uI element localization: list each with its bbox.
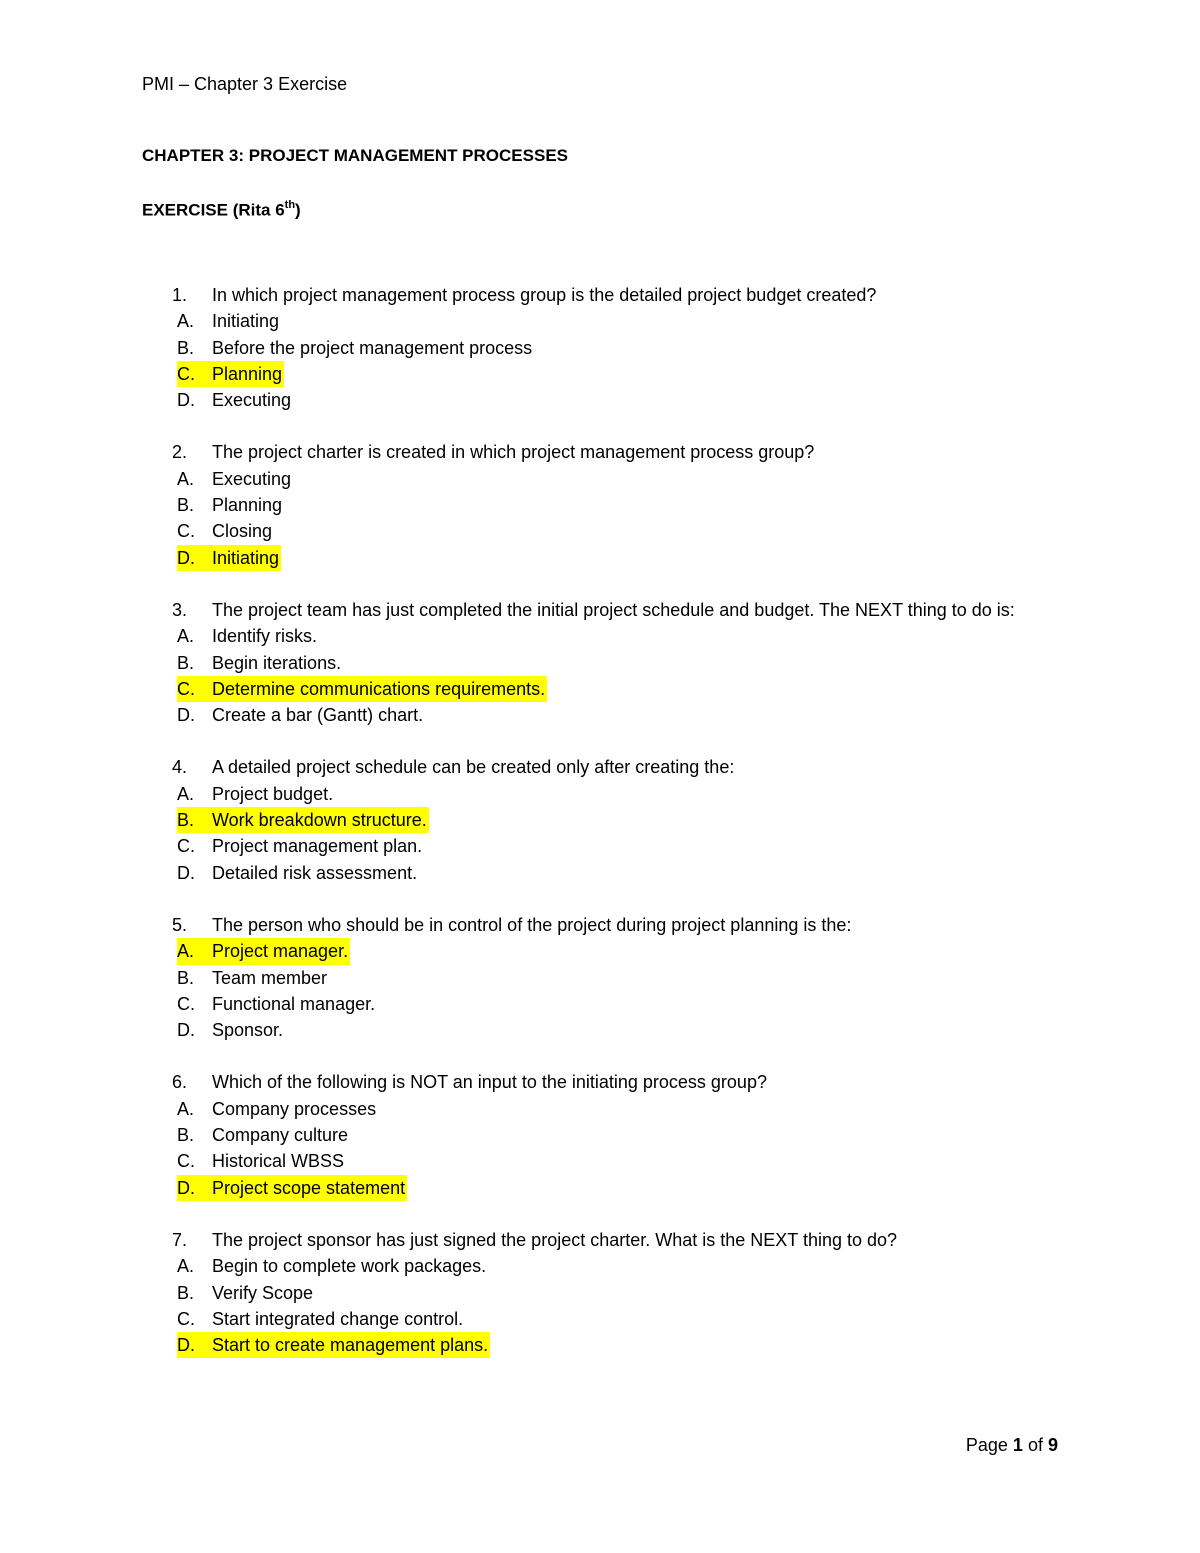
answer-option-correct — [0, 1175, 1200, 1201]
answer-option — [0, 308, 1200, 334]
option-text: Planning — [212, 363, 283, 384]
answer-option — [0, 387, 1200, 413]
answer-content — [177, 965, 329, 991]
answer-options — [0, 466, 1200, 571]
highlighted-answer — [177, 676, 547, 702]
question-number: 6. — [172, 1072, 188, 1093]
question-row — [0, 282, 1072, 308]
option-letter: C. — [177, 521, 195, 542]
question-row — [0, 439, 1072, 465]
answer-option — [0, 1253, 1200, 1279]
answer-options — [0, 938, 1200, 1043]
option-letter: C. — [177, 1151, 195, 1172]
option-text: Initiating — [212, 547, 280, 568]
question-row — [0, 1069, 1072, 1095]
question-text: The project charter is created in which project management process group? — [212, 442, 815, 463]
answer-option — [0, 1122, 1200, 1148]
question-item — [0, 282, 1200, 413]
answer-content — [177, 492, 284, 518]
option-letter: A. — [177, 1256, 195, 1277]
option-letter: C. — [177, 1308, 195, 1329]
exercise-title-superscript: th — [284, 199, 296, 211]
option-text: Determine communications requirements. — [212, 678, 546, 699]
question-number: 2. — [172, 442, 188, 463]
question-item — [0, 1227, 1200, 1358]
answer-option — [0, 1096, 1200, 1122]
option-letter: B. — [177, 337, 195, 358]
option-letter: D. — [177, 862, 195, 883]
answer-option — [0, 335, 1200, 361]
option-text: Project scope statement — [212, 1177, 406, 1198]
answer-option-correct — [0, 1332, 1200, 1358]
answer-option — [0, 1148, 1200, 1174]
question-row — [0, 1227, 1072, 1253]
answer-option — [0, 518, 1200, 544]
answer-content — [177, 1122, 350, 1148]
option-letter: D. — [177, 1335, 195, 1356]
option-text: Company processes — [212, 1098, 377, 1119]
answer-content — [177, 1306, 465, 1332]
answer-option — [0, 991, 1200, 1017]
option-text: Team member — [212, 967, 328, 988]
option-letter: A. — [177, 783, 195, 804]
question-item — [0, 439, 1200, 570]
option-letter: A. — [177, 1098, 195, 1119]
option-text: Sponsor. — [212, 1020, 284, 1041]
answer-content — [177, 702, 425, 728]
option-letter: A. — [177, 941, 195, 962]
answer-option — [0, 965, 1200, 991]
answer-content — [177, 833, 424, 859]
question-text: A detailed project schedule can be created only after creating the: — [212, 757, 735, 778]
option-text: Historical WBSS — [212, 1151, 345, 1172]
option-letter: C. — [177, 363, 195, 384]
question-text: The project sponsor has just signed the project charter. What is the NEXT thing to do? — [212, 1229, 898, 1250]
question-number: 4. — [172, 757, 188, 778]
option-letter: D. — [177, 1020, 195, 1041]
question-number: 3. — [172, 599, 188, 620]
page-total: 9 — [1047, 1435, 1058, 1455]
answer-option — [0, 1280, 1200, 1306]
option-text: Closing — [212, 521, 273, 542]
option-text: Begin iterations. — [212, 652, 342, 673]
answer-option — [0, 492, 1200, 518]
question-number: 5. — [172, 914, 188, 935]
option-letter: A. — [177, 311, 195, 332]
answer-content — [177, 387, 293, 413]
option-letter: C. — [177, 836, 195, 857]
question-item — [0, 912, 1200, 1043]
option-letter: C. — [177, 993, 195, 1014]
answer-option — [0, 833, 1200, 859]
question-row — [0, 912, 1072, 938]
exercise-title — [142, 194, 301, 223]
highlighted-answer — [177, 1175, 407, 1201]
page-label: Page — [965, 1435, 1008, 1455]
option-text: Verify Scope — [212, 1282, 314, 1303]
highlighted-answer — [177, 361, 284, 387]
answer-content — [177, 1148, 346, 1174]
option-text: Begin to complete work packages. — [212, 1256, 487, 1277]
highlighted-answer — [177, 807, 429, 833]
option-text: Planning — [212, 495, 283, 516]
answer-options — [0, 623, 1200, 728]
question-text: Which of the following is NOT an input to the initiating process group? — [212, 1072, 767, 1093]
highlighted-answer — [177, 1332, 490, 1358]
option-letter: C. — [177, 678, 195, 699]
option-text: Project budget. — [212, 783, 334, 804]
question-number: 1. — [172, 285, 188, 305]
option-text: Project management plan. — [212, 836, 423, 857]
answer-content — [177, 781, 335, 807]
option-text: Create a bar (Gantt) chart. — [212, 705, 424, 726]
page-header: PMI – Chapter 3 Exercise — [142, 74, 348, 94]
answer-options — [0, 1253, 1200, 1358]
option-text: Company culture — [212, 1125, 349, 1146]
answer-options — [0, 781, 1200, 886]
highlighted-answer — [177, 938, 350, 964]
answer-content — [177, 518, 274, 544]
option-text: Functional manager. — [212, 993, 376, 1014]
page-footer — [966, 1433, 1058, 1457]
answer-content — [177, 623, 319, 649]
option-letter: D. — [177, 1177, 195, 1198]
answer-option-correct — [0, 807, 1200, 833]
answer-content — [177, 650, 343, 676]
answer-option — [0, 1306, 1200, 1332]
option-text: Before the project management process — [212, 337, 533, 358]
answer-option-correct — [0, 938, 1200, 964]
question-row — [0, 597, 1072, 623]
option-text: Detailed risk assessment. — [212, 862, 418, 883]
question-list — [0, 282, 1200, 1384]
answer-option-correct — [0, 545, 1200, 571]
option-text: Executing — [212, 390, 292, 411]
answer-content — [177, 1096, 378, 1122]
question-item — [0, 1069, 1200, 1200]
question-number: 7. — [172, 1229, 188, 1250]
option-text: Start integrated change control. — [212, 1308, 464, 1329]
option-letter: B. — [177, 495, 195, 516]
option-letter: B. — [177, 1125, 195, 1146]
answer-content — [177, 1017, 285, 1043]
option-text: Identify risks. — [212, 626, 318, 647]
answer-options — [0, 1096, 1200, 1201]
question-text: In which project management process group is the detailed project budget created? — [212, 285, 877, 305]
answer-option — [0, 702, 1200, 728]
answer-option — [0, 623, 1200, 649]
chapter-title: CHAPTER 3: PROJECT MANAGEMENT PROCESSES — [142, 146, 568, 165]
option-text: Start to create management plans. — [212, 1335, 489, 1356]
option-letter: B. — [177, 810, 195, 831]
answer-content — [177, 308, 281, 334]
answer-option — [0, 1017, 1200, 1043]
answer-content — [177, 335, 534, 361]
option-text: Work breakdown structure. — [212, 810, 427, 831]
answer-option-correct — [0, 361, 1200, 387]
answer-content — [177, 991, 377, 1017]
answer-option-correct — [0, 676, 1200, 702]
option-letter: D. — [177, 547, 195, 568]
answer-content — [177, 860, 419, 886]
of-label: of — [1027, 1435, 1043, 1455]
answer-option — [0, 650, 1200, 676]
question-text: The person who should be in control of the project during project planning is the: — [212, 914, 852, 935]
option-letter: B. — [177, 967, 195, 988]
option-text: Project manager. — [212, 941, 349, 962]
option-letter: B. — [177, 652, 195, 673]
exercise-title-suffix: ) — [295, 200, 301, 220]
option-text: Executing — [212, 468, 292, 489]
answer-content — [177, 1280, 315, 1306]
page-number: 1 — [1012, 1435, 1023, 1455]
answer-content — [177, 466, 293, 492]
highlighted-answer — [177, 545, 281, 571]
answer-option — [0, 860, 1200, 886]
option-letter: A. — [177, 468, 195, 489]
question-text: The project team has just completed the initial project schedule and budget. The NEXT thing to do is: — [212, 599, 1015, 620]
question-item — [0, 754, 1200, 885]
option-letter: A. — [177, 626, 195, 647]
question-row — [0, 754, 1072, 780]
answer-options — [0, 308, 1200, 413]
option-letter: D. — [177, 705, 195, 726]
answer-option — [0, 781, 1200, 807]
question-item — [0, 597, 1200, 728]
exercise-title-text: EXERCISE (Rita 6 — [142, 200, 285, 220]
option-letter: D. — [177, 390, 195, 411]
option-text: Initiating — [212, 311, 280, 332]
answer-content — [177, 1253, 488, 1279]
option-letter: B. — [177, 1282, 195, 1303]
answer-option — [0, 466, 1200, 492]
